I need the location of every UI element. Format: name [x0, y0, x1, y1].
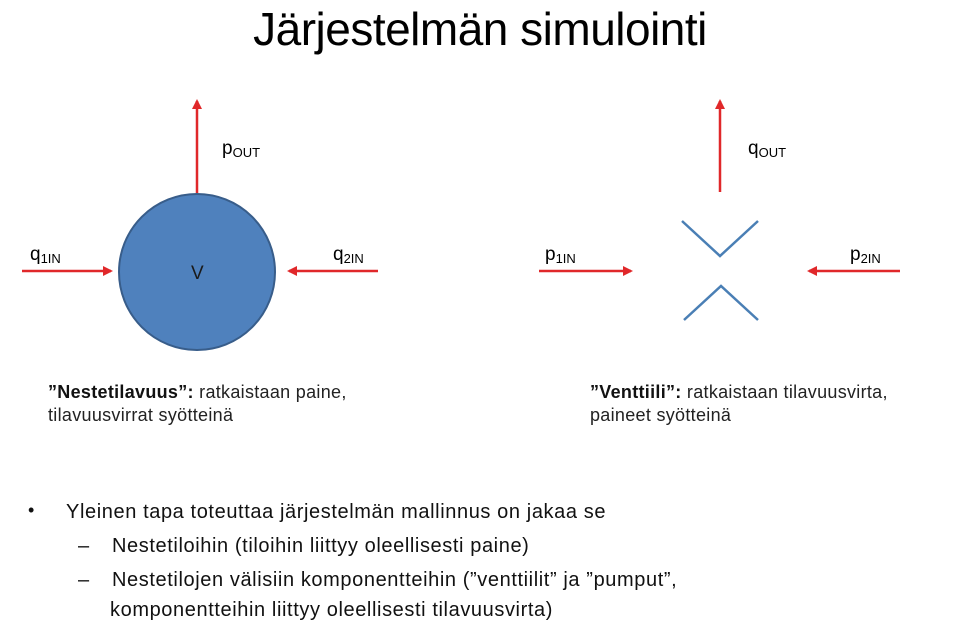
label-p-out: $p_{OUT}$ — [222, 138, 261, 160]
label-q-out: $q_{OUT}$ — [748, 138, 787, 160]
dash-icon: – — [78, 569, 90, 591]
bullet-sub-2: – Nestetilojen välisiin komponentteihin (”venttiilit” ja ”pumput”, komponentteihin liittyy oleellisesti tilavuusvirta) — [28, 565, 677, 625]
caption-valve-term: ”Venttiili”: — [590, 382, 682, 402]
bullet-main: • Yleinen tapa toteuttaa järjestelmän mallinnus on jakaa se — [28, 497, 677, 527]
bullet-sub-1: – Nestetiloihin (tiloihin liittyy oleellisesti paine) — [28, 531, 677, 561]
valve-bottom-chevron — [684, 286, 758, 320]
valve-top-chevron — [682, 221, 758, 256]
bullet-list — [28, 497, 677, 625]
bullet-icon: • — [28, 500, 35, 520]
label-q-1in: $q_{1IN}$ — [30, 244, 61, 266]
dash-icon: – — [78, 535, 90, 557]
label-p-1in: $p_{1IN}$ — [545, 244, 576, 266]
label-volume: V — [191, 263, 204, 284]
label-q-2in: $q_{2IN}$ — [333, 244, 364, 266]
caption-valve: ”Venttiili”: ratkaistaan tilavuusvirta, paineet syötteinä — [590, 382, 888, 425]
label-p-2in: $p_{2IN}$ — [850, 244, 881, 266]
caption-fluid-volume-term: ”Nestetilavuus”: — [48, 382, 194, 402]
caption-fluid-volume: ”Nestetilavuus”: ratkaistaan paine, tilavuusvirrat syötteinä — [48, 382, 347, 425]
slide-title: Järjestelmän simulointi — [253, 3, 707, 55]
